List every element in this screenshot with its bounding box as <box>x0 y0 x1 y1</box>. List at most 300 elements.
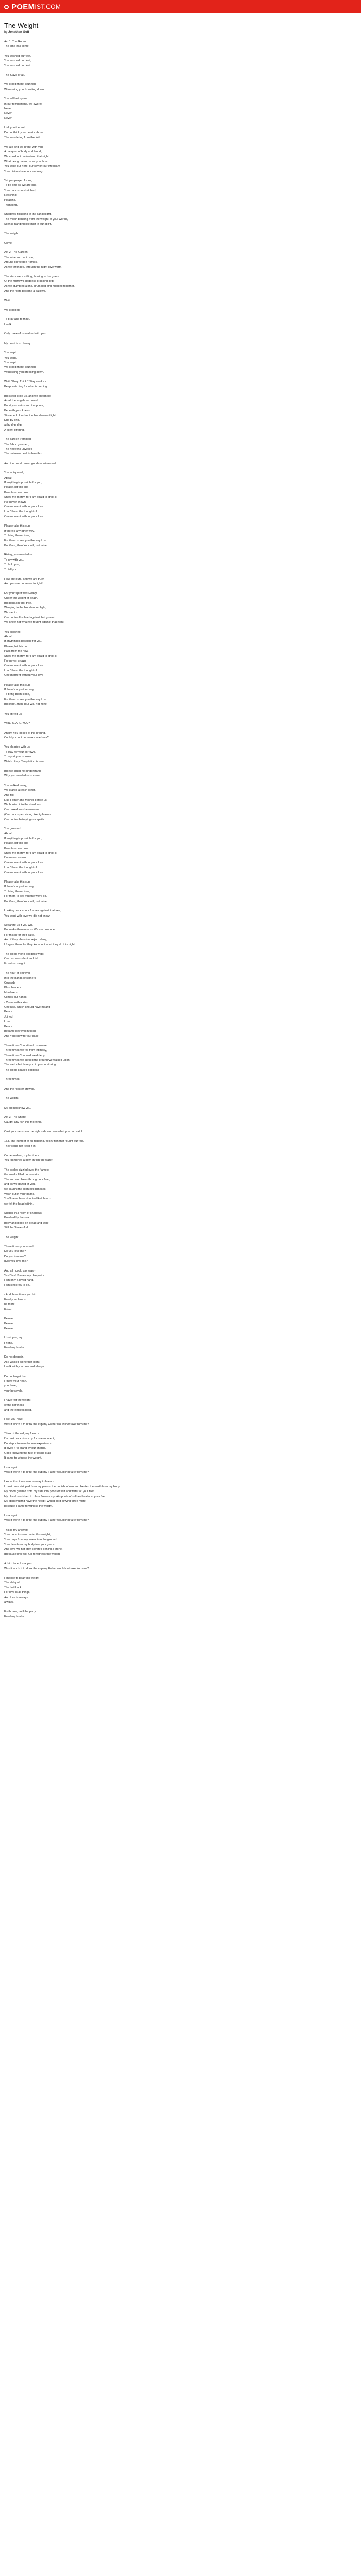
poem-line: Witnessing your kneeling down. <box>4 88 45 91</box>
poem-line: Was it worth it to drink the cup my Father would not take from me? <box>4 1471 89 1475</box>
stanza <box>4 1609 357 1619</box>
site-header-bar <box>0 0 361 13</box>
poem-line: Watch. Pray. Temptation is near. <box>4 760 45 764</box>
stanza <box>4 82 357 92</box>
poem-line: If anything is possible for you, <box>4 640 42 643</box>
poem-line: Three times You stirred us awake; <box>4 1044 48 1047</box>
stanza <box>4 1432 357 1461</box>
poem-line: Please, let this cup <box>4 486 28 489</box>
stanza <box>4 232 357 236</box>
poem-line: Wait. <box>4 299 11 302</box>
stanza <box>4 250 357 270</box>
poem-line: Murderers <box>4 991 18 994</box>
poem-line: And You knew for our sake. <box>4 1035 40 1038</box>
poem-line: Three times. <box>4 1078 21 1081</box>
poem-line: Was it worth it to drink the cup my Father would not take from me? <box>4 1567 89 1570</box>
poem-line: We stood there, stunned, <box>4 83 37 87</box>
poem-line: For them to see you the way I do. <box>4 698 47 701</box>
stanza <box>4 394 357 433</box>
poem-line: I choose to bear this weight - <box>4 1576 41 1580</box>
poem-line: Peace <box>4 1025 12 1028</box>
poem-line: Act 2: The Garden <box>4 251 28 255</box>
poem-line: But beneath that tree, <box>4 601 32 605</box>
poem-line: As we stumbled along, grumbled and huddled together, <box>4 284 75 288</box>
stanza <box>4 1398 357 1413</box>
poem-line: The stars were milling, bowing to the grass. <box>4 275 60 279</box>
stanza <box>4 1562 357 1571</box>
poem-line: and as we gazed at you, <box>4 1182 36 1186</box>
poem-line: If anything is possible for you, <box>4 837 42 840</box>
poem-line: I am sincerely to be... <box>4 1283 32 1287</box>
poem-body <box>0 35 361 1619</box>
poem-line: To stay for your sorrows, <box>4 750 36 754</box>
poem-line: Separate us if you will. <box>4 923 33 927</box>
poem-line: We ate and we drank with you, <box>4 145 44 149</box>
stanza <box>4 380 357 389</box>
stanza <box>4 1211 357 1231</box>
poem-line: we felt the head within. <box>4 1202 34 1206</box>
stanza <box>4 1115 357 1125</box>
poem-line: I'm past back doors by for one moment, <box>4 1437 55 1440</box>
poem-line: Could you not be awake one hour? <box>4 736 49 739</box>
poem-line: You groaned, <box>4 630 22 634</box>
poem-line: To bring them close, <box>4 534 30 538</box>
poem-line: Your divinest was our undoing. <box>4 170 43 173</box>
poem-line: Please, let this cup <box>4 842 28 845</box>
poem-line: Never! <box>4 116 13 120</box>
stanza <box>4 630 357 679</box>
poem-line: We stood there, stunned, <box>4 366 37 369</box>
poem-line: I tell you the truth. <box>4 126 27 130</box>
poem-line: You wept with love we did not know. <box>4 914 51 918</box>
poem-line: For them to see you the way I do. <box>4 895 47 899</box>
poem-line: Beloved. <box>4 1317 15 1320</box>
poem-line: The moon bending from the weight of your words, <box>4 217 68 221</box>
poem-line: One moment without your love <box>4 505 43 509</box>
poem-line: Of the morrow's goddess grasping grip, <box>4 280 55 283</box>
stanza <box>4 745 357 765</box>
poem-line: If there's any other way. <box>4 529 35 533</box>
poem-line: I ask again: <box>4 1514 19 1517</box>
stanza <box>4 553 357 572</box>
poem-line: For love is all things, <box>4 1591 30 1595</box>
poem-line: The sun and bless through our fear, <box>4 1178 50 1181</box>
poem-line: And the blood drown goddess witnessed: <box>4 462 57 465</box>
poem-line: Love <box>4 1020 11 1024</box>
stanza <box>4 1044 357 1073</box>
poem-line: The hour of betrayal <box>4 972 30 975</box>
poem-line: To cry at your sorrow, <box>4 755 32 759</box>
poem-line: I trust you, my <box>4 1336 23 1340</box>
poem-line: Our bodies like lead against that ground <box>4 616 55 619</box>
poem-line: My blood gushed from my side into pools of salt and water at your feet. <box>4 1490 95 1494</box>
poem-line: To pray and to think. <box>4 318 30 321</box>
poem-line: You'll neter have doubted Ruthless - <box>4 1197 51 1201</box>
poem-line: We stared at each other. <box>4 789 36 792</box>
poem-line: Cowards <box>4 981 16 985</box>
poem-line: Only three of us walked with you. <box>4 332 47 336</box>
poem-line: Your burst to stew under this weight, <box>4 1533 51 1537</box>
poem-line: Feed my lambs. <box>4 1615 25 1618</box>
poem-line: (Because love will run to witness the weight. <box>4 1552 61 1556</box>
poem-line: because I came to witness the weight. <box>4 1504 53 1508</box>
poem-line: Was it worth it to drink the cup my Father would not take from me? <box>4 1422 89 1426</box>
stanza <box>4 952 357 967</box>
poem-line: Climbs our hands <box>4 996 27 999</box>
poem-line: But if not, then Your will, not mine. <box>4 544 48 547</box>
poem-line: Do you love me? <box>4 1250 26 1253</box>
poem-line: You will betray me. <box>4 97 28 101</box>
poem-line: To be one as We are one. <box>4 184 37 188</box>
poem-line: As I walked alone that night, <box>4 1360 40 1364</box>
poem-line: I walk. <box>4 323 12 326</box>
poem-line: Beloved. <box>4 1327 15 1330</box>
poem-line: One kiss, which should have meant <box>4 1006 50 1009</box>
poem-line: We could not understand that night. <box>4 155 50 159</box>
poem-line: Blasphemers <box>4 986 21 990</box>
poem-line: Was it worth it to drink the cup my Father would not take from me? <box>4 1519 89 1522</box>
poem-line: And the rooster crowed. <box>4 1087 35 1091</box>
poem-line: Beneath your knees <box>4 409 30 413</box>
poem-line: The universe held its breath - <box>4 452 42 456</box>
poem-line: Supper in a room of shadows. <box>4 1212 43 1215</box>
poem-byline <box>4 30 357 35</box>
poem-line: But we could not understand <box>4 769 41 773</box>
poem-line: your love, <box>4 1384 17 1388</box>
poem-line: You stirred us - <box>4 712 24 716</box>
poem-line: As we thronged, through the night-love warm. <box>4 265 62 269</box>
poem-line: The Slave of all. <box>4 74 25 77</box>
poem-line: Our nakedness between us. <box>4 808 40 811</box>
poem-line: Around our feeble frames. <box>4 261 38 264</box>
poem-line: Caught any fish this morning? <box>4 1121 43 1124</box>
stanza <box>4 923 357 947</box>
stanza <box>4 179 357 208</box>
poem-line: Please take this cup <box>4 683 30 687</box>
poem-line: Feed your lambs <box>4 1298 26 1301</box>
stanza <box>4 1317 357 1331</box>
stanza <box>4 1336 357 1350</box>
poem-line: I forgive them, for they know not what they do this night. <box>4 943 76 946</box>
poem-line: Rising, you needed us <box>4 553 33 557</box>
poem-line: we caught the slightest glimpses - <box>4 1188 47 1191</box>
stanza <box>4 317 357 327</box>
stanza <box>4 1096 357 1101</box>
stanza <box>4 1235 357 1240</box>
stanza <box>4 591 357 625</box>
poem-line: Do not despair, <box>4 1355 24 1359</box>
poem-line: I ask again: <box>4 1466 19 1469</box>
poem-line: I've never known <box>4 856 26 860</box>
poem-line: Beloved. <box>4 1322 15 1326</box>
poem-line: 153. The number of fin-flapping, fleshy fish that fought our fee. <box>4 1140 84 1143</box>
poem-line: My heart is so heavy. <box>4 342 31 345</box>
poem-line: Do not forget that <box>4 1375 27 1378</box>
poem-line: Shadows flickering in the candlelight, <box>4 213 52 216</box>
poem-line: I've never known <box>4 659 26 663</box>
stanza <box>4 437 357 457</box>
poem-line: But sleep stole us, and we dreamed: <box>4 394 51 398</box>
poem-line: Good knowing the rule of losing it all, <box>4 1451 52 1455</box>
poem-line: I know that there was no way to learn - <box>4 1480 54 1484</box>
poem-line: I must have stripped from my person the punish of rain and beaten the earth from my body. <box>4 1485 121 1488</box>
poem-line: Body and blood on bread and wine <box>4 1221 49 1225</box>
poem-line: As all the angels so bound <box>4 399 38 403</box>
stanza <box>4 880 357 904</box>
poem-line: To tell you... <box>4 568 20 571</box>
poem-line: My blood nourished to bless flowers my skin pools of salt and water at your feet. <box>4 1495 107 1498</box>
poem-line: I walk with you now and always. <box>4 1365 45 1369</box>
stanza <box>4 1466 357 1476</box>
poem-line: They could not keep it in. <box>4 1144 37 1148</box>
poem-line: The fabric groaned, <box>4 443 29 446</box>
poem-line: This is my answer: <box>4 1528 28 1532</box>
poem-line: I am only a loved hand. <box>4 1279 34 1282</box>
poem-line: Do you love me? <box>4 1255 26 1258</box>
site-logo-link[interactable] <box>4 3 61 11</box>
poem-line: We slept - <box>4 611 18 615</box>
poem-line: Come and eat, my brothers. <box>4 1154 40 1157</box>
stanza <box>4 1245 357 1264</box>
poem-line: Why you needed us so now. <box>4 774 40 778</box>
poem-line: One moment without your love <box>4 871 43 874</box>
poem-line: To cry with you, <box>4 558 24 562</box>
stanza <box>4 97 357 121</box>
poem-line: Looking back at our frames against that tree, <box>4 909 61 913</box>
poem-line: Friend. <box>4 1341 13 1345</box>
poem-line: Abba! <box>4 832 12 836</box>
poem-line: But if not, then Your will, not mine. <box>4 900 48 903</box>
poem-line: One moment without your love <box>4 674 43 677</box>
poem-line: And if they abandon, reject, deny, <box>4 938 47 942</box>
poem-line: Silence hanging like mist in our spirit. <box>4 223 52 226</box>
poem-line: You washed our feet. <box>4 64 31 67</box>
poemist-logo-icon <box>4 5 9 9</box>
poem-line: your betrayals. <box>4 1389 23 1393</box>
poem-line: We stopped. <box>4 309 21 312</box>
poem-line: Three times you asked: <box>4 1245 35 1249</box>
stanza <box>4 1077 357 1082</box>
poem-line: We hurried into the shadows, <box>4 803 42 807</box>
poem-line: But if not, then Your will, not mine. <box>4 703 48 706</box>
poem-line: Trembling. <box>4 203 18 207</box>
poem-line: Drip by drip, <box>4 418 20 422</box>
stanza <box>4 342 357 346</box>
stanza <box>4 1269 357 1289</box>
poem-line: The garden trembled <box>4 438 31 442</box>
poem-line: Think of the roll, my friend - <box>4 1432 39 1436</box>
poem-line: Abba! <box>4 476 12 480</box>
stanza <box>4 40 357 49</box>
poem-line: The earth that bore you in your nurturing. <box>4 1063 57 1067</box>
poem-line: My spirit mustn't have the need; I would do it sewing three more - <box>4 1500 88 1503</box>
poem-line: Forth now, until the party: <box>4 1610 37 1614</box>
stanza <box>4 1106 357 1111</box>
poem-line: Never! <box>4 107 13 111</box>
poem-line: WHERE ARE YOU? <box>4 722 30 725</box>
poem-line: Angry. You looked at the ground, <box>4 731 46 735</box>
poem-line: (Do) you love me? <box>4 1260 28 1263</box>
stanza <box>4 731 357 741</box>
poem-line: Act 1: The Room <box>4 40 26 43</box>
poem-line: The ebb/pull <box>4 1581 20 1585</box>
stanza <box>4 784 357 822</box>
poem-line: I can't bear the thought of <box>4 510 37 514</box>
poem-line: Feed my lambs. <box>4 1346 25 1349</box>
poem-line: You walked away, <box>4 784 27 787</box>
poem-line: Joined <box>4 1015 13 1019</box>
poem-line: Act 3: The Shore <box>4 1115 26 1119</box>
poem-line: If there's any other way. <box>4 885 35 889</box>
poem-line: Show me mercy, for I am afraid to drink it. <box>4 852 58 855</box>
poem-line: Pass from me now. <box>4 650 29 653</box>
stanza <box>4 1528 357 1557</box>
poem-line: Like Father and Mother before us, <box>4 798 48 802</box>
stanza <box>4 126 357 140</box>
poem-line: And love will not stay covered behind a stone. <box>4 1548 63 1551</box>
poem-line: To bring them close, <box>4 890 30 893</box>
poem-line: Please take this cup <box>4 524 30 528</box>
stanza <box>4 471 357 519</box>
poem-line: The time has come <box>4 45 29 48</box>
poem-line: Pass from me now. <box>4 846 29 850</box>
poem-line: For them to see you the way I do. <box>4 539 47 543</box>
poem-line: If anything is possible for you, <box>4 481 42 485</box>
poem-line: And the roots became a gallows. <box>4 290 46 293</box>
poem-line: of the darkness <box>4 1403 24 1407</box>
poem-line: Your face from my body into your grace. <box>4 1543 55 1546</box>
poem-line: And you are not alone tonight! <box>4 582 43 586</box>
poem-line: Yes! Yes! You are my deepest - <box>4 1274 44 1278</box>
poem-line: You whispered, <box>4 471 24 475</box>
poem-line: The weight. <box>4 232 19 235</box>
poem-line: I ask you now: <box>4 1418 23 1421</box>
poem-line: You wept. <box>4 356 17 360</box>
poem-line: Our rest was silent and full <box>4 957 38 961</box>
stanza <box>4 1480 357 1509</box>
poem-line: To hold you, <box>4 563 20 567</box>
poem-line: Please, let this cup <box>4 645 28 648</box>
stanza <box>4 1576 357 1605</box>
stanza <box>4 1139 357 1149</box>
poem-line: Reaching, <box>4 194 18 197</box>
poem-line: always. <box>4 1601 14 1604</box>
poem-line: The wandering from the fold. <box>4 136 41 140</box>
poem-line: The heavens unveiled <box>4 448 32 451</box>
stanza <box>4 971 357 1039</box>
poem-line: The weight. <box>4 1235 19 1239</box>
stanza <box>4 1130 357 1134</box>
byline-prefix: by <box>4 31 9 34</box>
poem-line: Friend <box>4 1308 12 1311</box>
stanza <box>4 308 357 313</box>
stanza <box>4 1355 357 1369</box>
poem-line: It gives it to grand by our chorus, <box>4 1447 46 1450</box>
poem-line: If there's any other way. <box>4 688 35 692</box>
poem-line: I know your heart, <box>4 1379 27 1383</box>
poem-line: Witnessing you breaking down. <box>4 370 44 374</box>
poem-line: And fell. <box>4 793 15 797</box>
poem-line: (Our hands perceiving like fig leaves. <box>4 813 52 817</box>
poem-line: Became betrayal in flesh - <box>4 1030 38 1033</box>
poem-line: The blood-soaked goddess <box>4 1068 39 1072</box>
stanza <box>4 1293 357 1312</box>
poem-header <box>0 13 361 35</box>
poem-line: And love is always, <box>4 1596 29 1599</box>
poem-line: Burst your veins and the pours, <box>4 404 44 408</box>
poem-line: Still the Slave of all. <box>4 1226 29 1230</box>
poem-line: no more: <box>4 1303 16 1307</box>
stanza <box>4 275 357 294</box>
stanza <box>4 299 357 303</box>
poem-line: Keep watching for what is coming. <box>4 385 48 388</box>
stanza <box>4 1514 357 1523</box>
author-link[interactable]: Jonathan Goff <box>8 31 29 34</box>
poem-line: - Come with a kiss <box>4 1001 28 1004</box>
poem-line: Brushed by the sea. <box>4 1216 30 1220</box>
poem-line: Wash out in your palms. <box>4 1192 35 1196</box>
poem-line: You fashioned a bowl in fish the water. <box>4 1159 53 1162</box>
poem-line: Do not think your hearts above <box>4 131 44 134</box>
stanza <box>4 712 357 717</box>
poem-line: The holdback <box>4 1586 22 1589</box>
stanza <box>4 351 357 375</box>
poem-line: You wept. <box>4 351 17 355</box>
poem-title: The Weight <box>4 22 39 29</box>
poem-line: You were our hero; our savior; our Messiah! <box>4 165 60 168</box>
stanza <box>4 827 357 875</box>
poem-line: One moment without your love <box>4 515 43 518</box>
poem-line: Our bodies betraying our spirits. <box>4 818 45 821</box>
poem-line: We knew not what we fought against that night. <box>4 621 65 624</box>
stanza <box>4 683 357 707</box>
poem-line: and the endless road. <box>4 1409 32 1412</box>
poem-line: You groaned, <box>4 827 22 831</box>
stanza <box>4 1168 357 1207</box>
poem-line: To bring them close, <box>4 693 30 697</box>
poem-line: One moment without your love <box>4 861 43 865</box>
poem-line: You pleaded with us: <box>4 745 31 749</box>
poem-line: Peace <box>4 1010 12 1014</box>
poem-line: Yet you prayed for us, <box>4 179 32 182</box>
poem-line: You washed our feet, <box>4 59 31 63</box>
poem-line: Weeping in the blood-moon light, <box>4 606 46 609</box>
poem-line: Wait. "Pray. Think." Stay awake - <box>4 380 46 384</box>
poem-line: My did not know you. <box>4 1106 31 1110</box>
poem-line: You wept. <box>4 361 17 364</box>
poem-line: A silent offering. <box>4 428 25 432</box>
poem-line: I have felt the weight <box>4 1399 31 1402</box>
poem-line: For your spirit was Heavy, <box>4 591 38 595</box>
poem-line: The blood mono goddess wept. <box>4 952 45 956</box>
poem-line: But make them one as We are now one <box>4 928 55 932</box>
poem-line: Three times we cursed the ground we walked upon- <box>4 1059 71 1062</box>
poem-line: And all I could say was - <box>4 1269 36 1273</box>
poem-line: For this is for their sake. <box>4 933 35 937</box>
stanza <box>4 241 357 246</box>
poem-line: You washed our feet, <box>4 54 31 58</box>
poem-line: Abba! <box>4 635 12 638</box>
stanza <box>4 1375 357 1394</box>
stanza <box>4 1417 357 1427</box>
poem-line: I can't bear the thought of <box>4 866 37 870</box>
poem-line: A banquet of body and blood, <box>4 150 42 154</box>
poem-line: I've never known <box>4 500 26 504</box>
poem-line: at by drip drip <box>4 423 22 427</box>
stanza <box>4 909 357 919</box>
poem-line: Come. <box>4 242 13 245</box>
poem-line: Show me mercy, for I am afraid to drink it. <box>4 654 58 658</box>
